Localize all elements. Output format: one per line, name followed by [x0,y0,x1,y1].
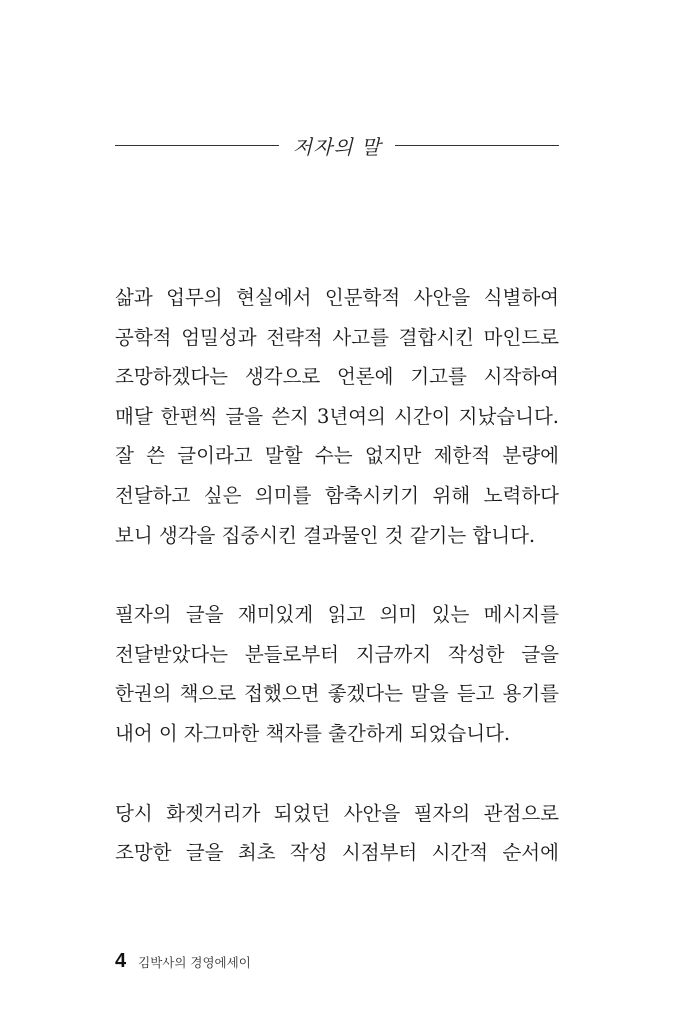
heading-title: 저자의 말 [292,134,382,159]
text-line: 삶과 업무의 현실에서 인문학적 사안을 식별하여 [115,286,559,309]
text-line: 조망한 글을 최초 작성 시점부터 시간적 순서에 [115,841,559,865]
heading-rule-right [395,145,559,146]
text-line: 내어 이 자그마한 책자를 출간하게 되었습니다. [115,721,511,745]
page-number: 4 [115,950,127,972]
page-footer [115,950,251,973]
text-line: 보니 생각을 집중시킨 결과물인 것 같기는 합니다. [115,523,536,547]
paragraph-2 [115,595,559,753]
section-heading [115,128,559,162]
body-text [115,278,559,913]
text-line: 한권의 책으로 접했으면 좋겠다는 말을 듣고 용기를 [115,682,559,706]
running-title: 김박사의 경영에세이 [138,955,251,970]
text-line: 조망하겠다는 생각으로 언론에 기고를 시작하여 [115,365,559,389]
text-line: 필자의 글을 재미있게 읽고 의미 있는 메시지를 [115,603,559,627]
text-line: 전달받았다는 분들로부터 지금까지 작성한 글을 [115,642,559,666]
paragraph-1 [115,278,559,555]
text-line: 공학적 엄밀성과 전략적 사고를 결합시킨 마인드로 [115,325,559,349]
heading-rule-left [115,145,279,146]
text-line: 전달하고 싶은 의미를 함축시키기 위해 노력하다 [115,483,559,507]
text-line: 잘 쓴 글이라고 말할 수는 없지만 제한적 분량에 [115,444,559,468]
text-line: 매달 한편씩 글을 쓴지 3년여의 시간이 지났습니다. [115,404,559,428]
paragraph-3 [115,794,559,873]
text-line: 당시 화젯거리가 되었던 사안을 필자의 관점으로 [115,801,559,825]
